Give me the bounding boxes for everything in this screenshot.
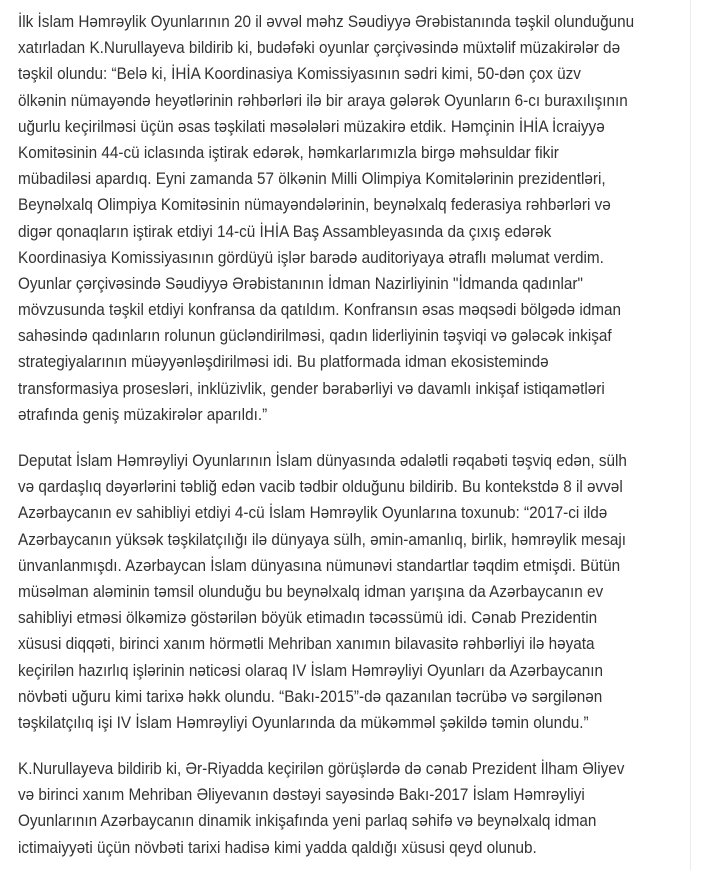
paragraph-line: Oyunlarının Azərbaycanın dinamik inkişafında yeni parlaq səhifə və beynəlxalq idman [18, 811, 597, 831]
paragraph-line: Koordinasiya Komissiyasının gördüyü işlər barədə auditoriyaya ətraflı məlumat verdim. [18, 247, 604, 267]
paragraph-line: təşkil olundu: “Belə ki, İHİA Koordinasiya Komissiyasının sədri kimi, 50-dən çox üzv [18, 64, 581, 84]
paragraph-line: strategiyalarının müəyyənləşdirilməsi idi. Bu platformada idman ekosistemində [18, 352, 549, 372]
paragraph-line: K.Nurullayeva bildirib ki, Ər-Riyadda keçirilən görüşlərdə də cənab Prezident İlham Əliyev [18, 759, 625, 779]
paragraph-line: sahibliyi etməsi ölkəmizə göstərilən böyük etimadın təcəssümü idi. Cənab Prezidentin [18, 608, 598, 628]
paragraph-line: Azərbaycanın ev sahibliyi etdiyi 4-cü İslam Həmrəylik Oyunlarına toxunub: “2017-ci ildə [18, 503, 608, 523]
paragraph-line: Komitəsinin 44-cü iclasında iştirak edərək, həmkarlarımızla birgə məhsuldar fikir [18, 142, 559, 162]
article-body [18, 9, 698, 881]
paragraph-line: keçirilən hazırlıq işlərinin nəticəsi olaraq IV İslam Həmrəyliyi Oyunları da Azərbaycanın [18, 660, 604, 680]
paragraph-line: ölkənin nümayəndə heyətlərinin rəhbərləri ilə bir araya gələrək Oyunların 6-cı buraxılışının [18, 90, 628, 110]
paragraph-line: Oyunlar çərçivəsində Səudiyyə Ərəbistanının İdman Nazirliyinin "İdmanda qadınlar" [18, 273, 583, 293]
paragraph-line: növbəti uğuru kimi tarixə həkk olundu. “Bakı-2015”-də qazanılan təcrübə və sərgilənən [18, 686, 603, 706]
paragraph-line: digər qonaqların iştirak etdiyi 14-cü İHİA Baş Assambleyasında da çıxış edərək [18, 221, 552, 241]
paragraph-line: mövzusunda təşkil etdiyi konfransa da qatıldım. Konfransın əsas məqsədi bölgədə idman [18, 300, 621, 320]
paragraph-line: və qardaşlıq dəyərlərini təbliğ edən vacib tədbir olduğunu bildirib. Bu kontekstdə 8 il əvvəl [18, 477, 623, 497]
paragraph-line: ünvanlanmışdı. Azərbaycan İslam dünyasına nümunəvi standartlar təqdim etmişdi. Bütün [18, 555, 621, 575]
article-paragraph [18, 756, 698, 861]
paragraph-line: Deputat İslam Həmrəyliyi Oyunlarının İslam dünyasında ədalətli rəqabəti təşviq edən, sülh [18, 451, 627, 470]
paragraph-line: ətrafında geniş müzakirələr aparıldı.” [18, 404, 268, 424]
article-paragraph [18, 448, 698, 736]
paragraph-line: xüsusi diqqəti, birinci xanım hörmətli Mehriban xanımın bilavasitə rəhbərliyi ilə həyata [18, 634, 595, 654]
paragraph-line: İlk İslam Həmrəylik Oyunlarının 20 il əvvəl məhz Səudiyyə Ərəbistanında təşkil olunduğunu [18, 12, 635, 31]
paragraph-line: müsəlman aləminin təmsil olunduğu bu beynəlxalq idman yarışına da Azərbaycanın ev [18, 581, 604, 601]
paragraph-line: və birinci xanım Mehriban Əliyevanın dəstəyi sayəsində Bakı-2017 İslam Həmrəyliyi [18, 785, 585, 805]
paragraph-line: sahəsində qadınların rolunun gücləndirilməsi, qadın liderliyinin təşviqi və gələcək inkişaf [18, 326, 612, 346]
article-paragraph [18, 9, 698, 428]
paragraph-line: ictimaiyyəti üçün növbəti tarixi hadisə kimi yadda qaldığı xüsusi qeyd olunub. [18, 837, 537, 857]
paragraph-line: Azərbaycanın yüksək təşkilatçılığı ilə dünyaya sülh, əmin-amanlıq, birlik, həmrəylik mesajı [18, 529, 627, 549]
paragraph-line: Beynəlxalq Olimpiya Komitəsinin nümayəndələrinin, beynəlxalq federasiya rəhbərləri və [18, 195, 611, 215]
paragraph-line: transformasiya prosesləri, inklüzivlik, gender bərabərliyi və davamlı inkişaf istiqamətləri [18, 378, 605, 398]
paragraph-line: mübadiləsi apardıq. Eyni zamanda 57 ölkənin Milli Olimpiya Komitələrinin prezidentləri, [18, 169, 606, 189]
paragraph-line: uğurlu keçirilməsi üçün əsas təşkilati məsələləri müzakirə etdik. Həmçinin İHİA İcraiyyə [18, 116, 605, 136]
paragraph-line: təşkilatçılıq işi IV İslam Həmrəyliyi Oyunlarında da mükəmməl şəkildə təmin olundu.” [18, 712, 589, 732]
paragraph-line: xatırladan K.Nurullayeva bildirib ki, budəfəki oyunlar çərçivəsində müxtəlif müzakirələr də [18, 38, 621, 58]
